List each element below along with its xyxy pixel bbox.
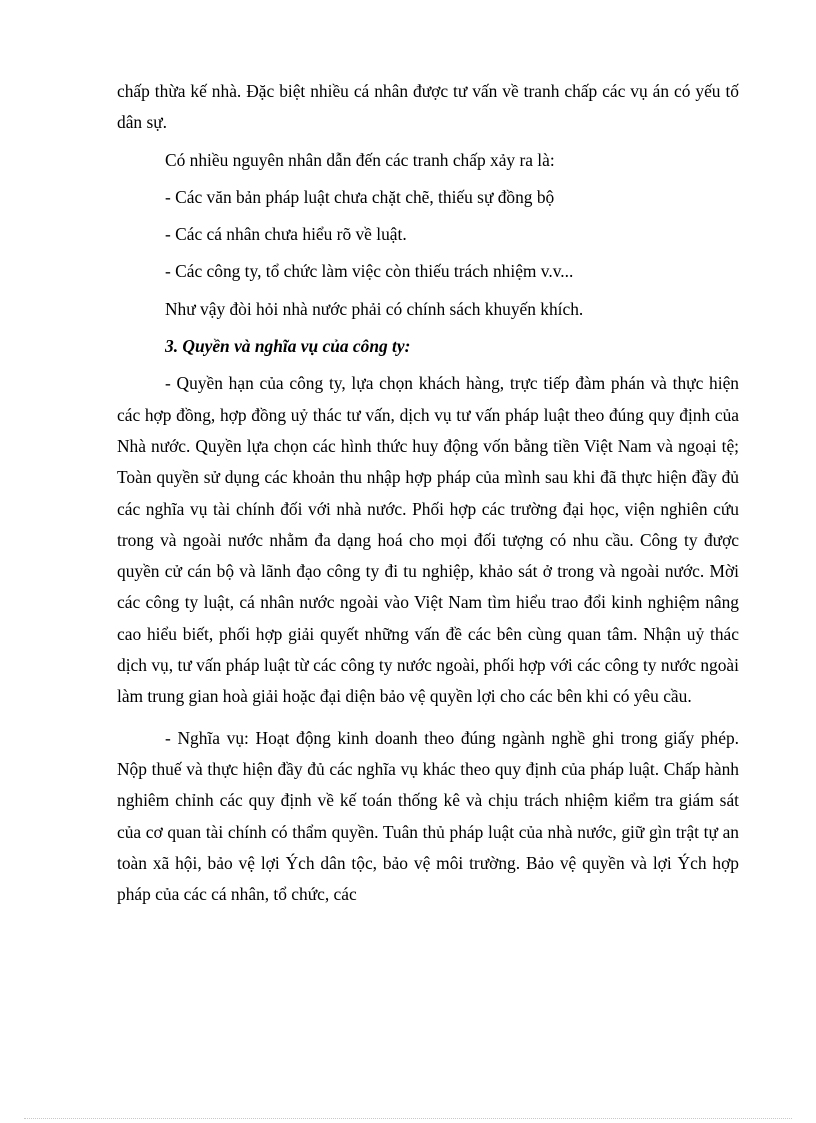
list-item-cause-1: - Các văn bản pháp luật chưa chặt chẽ, thiếu sự đồng bộ — [165, 186, 555, 207]
paragraph-conclusion: Như vậy đòi hỏi nhà nước phải có chính sách khuyến khích. — [165, 298, 584, 319]
paragraph-continuation: chấp thừa kế nhà. Đặc biệt nhiều cá nhân được tư vấn về tranh chấp các vụ án có yếu tố dân sự. — [117, 81, 739, 133]
page-bottom-divider — [24, 1118, 792, 1119]
paragraph-causes-intro: Có nhiều nguyên nhân dẫn đến các tranh chấp xảy ra là: — [165, 149, 555, 170]
list-item-cause-3: - Các công ty, tổ chức làm việc còn thiếu trách nhiệm v.v... — [165, 261, 574, 282]
section-heading-rights-duties: 3. Quyền và nghĩa vụ của công ty: — [165, 336, 411, 357]
paragraph-duties: - Nghĩa vụ: Hoạt động kinh doanh theo đúng ngành nghề ghi trong giấy phép. Nộp thuế và thực hiện đầy đủ các nghĩa vụ khác theo quy định của pháp luật. Chấp hành nghiêm chỉnh các quy định về kế toán thống kê và chịu trách nhiệm kiểm tra giám sát của cơ quan tài chính có thẩm quyền. Tuân thủ pháp luật của nhà nước, giữ gìn trật tự an toàn xã hội, bảo vệ lợi Ých dân tộc, bảo vệ môi trường. Bảo vệ quyền và lợi Ých hợp pháp của các cá nhân, tổ chức, các — [117, 727, 739, 905]
list-item-cause-2: - Các cá nhân chưa hiểu rõ về luật. — [165, 224, 407, 245]
paragraph-rights: - Quyền hạn của công ty, lựa chọn khách hàng, trực tiếp đàm phán và thực hiện các hợp đồng, hợp đồng uỷ thác tư vấn, dịch vụ tư vấn pháp luật theo đúng quy định của Nhà nước. Quyền lựa chọn các hình thức huy động vốn bằng tiền Việt Nam và ngoại tệ; Toàn quyền sử dụng các khoản thu nhập hợp pháp của mình sau khi đã thực hiện đầy đủ các nghĩa vụ tài chính đối với nhà nước. Phối hợp các trường đại học, viện nghiên cứu trong và ngoài nước nhằm đa dạng hoá cho mọi đối tượng có nhu cầu. Công ty được quyền cử cán bộ và lãnh đạo công ty đi tu nghiệp, khảo sát ở trong và ngoài nước. Mời các công ty luật, cá nhân nước ngoài vào Việt Nam tìm hiểu trao đổi kinh nghiệm nâng cao hiểu biết, phối hợp giải quyết những vấn đề các bên cùng quan tâm. Nhận uỷ thác dịch vụ, tư vấn pháp luật từ các công ty nước ngoài, phối hợp với các công ty nước ngoài làm trung gian hoà giải hoặc đại diện bảo vệ quyền lợi cho các bên khi có yêu cầu. — [117, 373, 739, 707]
document-body — [117, 76, 739, 916]
